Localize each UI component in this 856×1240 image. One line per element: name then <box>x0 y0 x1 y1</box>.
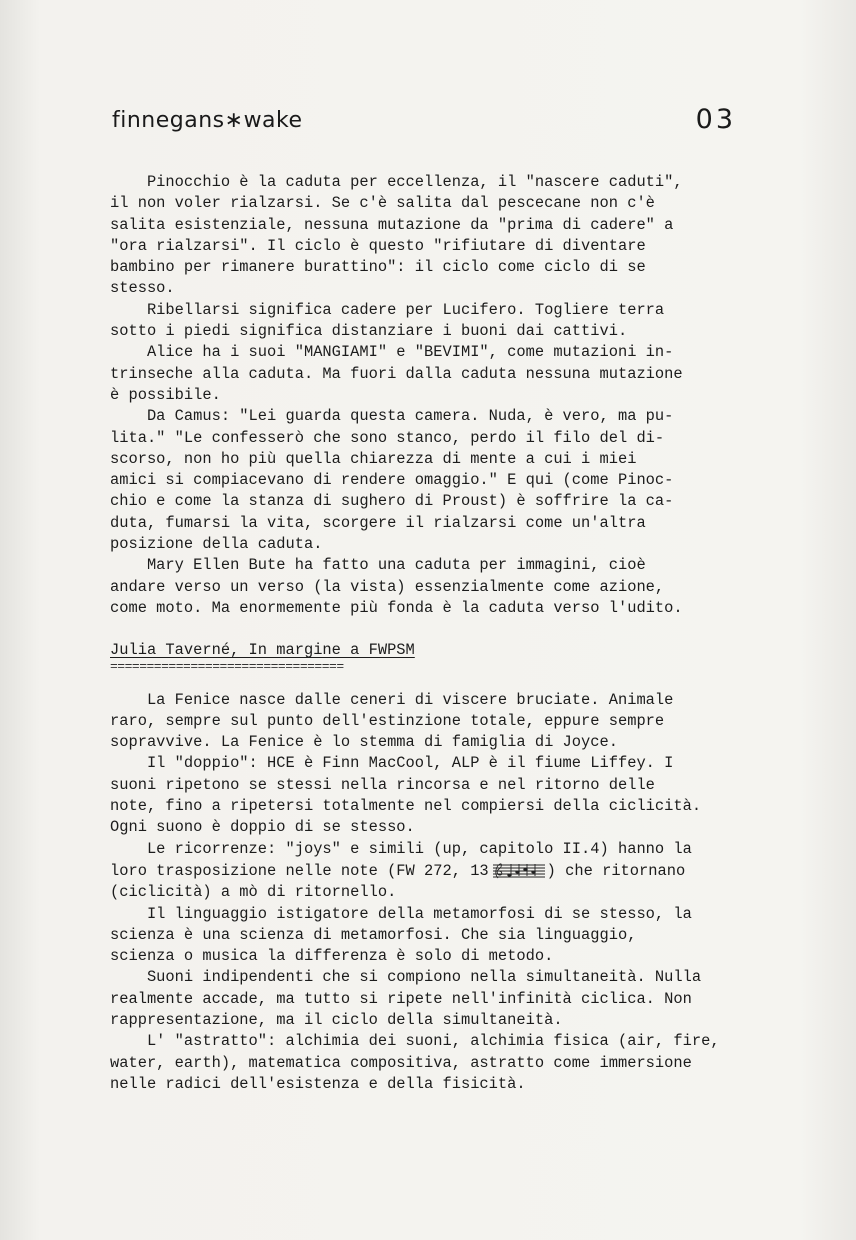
text-line: duta, fumarsi la vita, scorgere il rialzarsi come un'altra <box>110 513 646 532</box>
music-staff-icon <box>491 860 547 880</box>
page-title: finnegans∗wake <box>112 108 303 133</box>
text-line: sotto i piedi significa distanziare i buoni dai cattivi. <box>110 322 628 341</box>
text-line: "ora rialzarsi". Il ciclo è questo "rifiutare di diventare <box>110 236 646 255</box>
text-line: Il "doppio": HCE è Finn MacCool, ALP è il fiume Liffey. I <box>110 754 674 773</box>
text-line: water, earth), matematica compositiva, astratto come immersione <box>110 1053 692 1072</box>
text-line: come moto. Ma enormemente più fonda è la caduta verso l'udito. <box>110 598 683 617</box>
text-line: (ciclicità) a mò di ritornello. <box>110 883 397 902</box>
text-line: chio e come la stanza di sughero di Proust) è soffrire la ca- <box>110 492 674 511</box>
text-line: La Fenice nasce dalle ceneri di viscere bruciate. Animale <box>110 690 674 709</box>
text-line: posizione della caduta. <box>110 535 323 554</box>
text-line: realmente accade, ma tutto si ripete nell'infinità ciclica. Non <box>110 989 692 1008</box>
text-line: scorso, non ho più quella chiarezza di mente a cui i miei <box>110 449 637 468</box>
text-line: il non voler rialzarsi. Se c'è salita dal pescecane non c'è <box>110 194 655 213</box>
text-line: scienza è una scienza di metamorfosi. Che sia linguaggio, <box>110 925 637 944</box>
text-line: andare verso un verso (la vista) essenzialmente come azione, <box>110 577 665 596</box>
text-line: stesso. <box>110 279 175 298</box>
section-heading-block <box>110 640 810 674</box>
page-header <box>112 104 736 144</box>
section-pinocchio <box>110 172 810 619</box>
text-line: nelle radici dell'esistenza e della fisicità. <box>110 1074 526 1093</box>
text-line: Ribellarsi significa cadere per Lucifero. Togliere terra <box>110 300 665 319</box>
text-line: bambino per rimanere burattino": il ciclo come ciclo di se <box>110 258 646 277</box>
section-heading: Julia Taverné, In margine a FWPSM <box>110 641 415 660</box>
section-fenice-part-b <box>110 882 810 1095</box>
text-line: trinseche alla caduta. Ma fuori dalla caduta nessuna mutazione <box>110 364 683 383</box>
text-line: raro, sempre sul punto dell'estinzione totale, eppure sempre <box>110 711 665 730</box>
text-line: Da Camus: "Lei guarda questa camera. Nuda, è vero, ma pu- <box>110 407 674 426</box>
text-line-music-reference <box>110 860 810 882</box>
text-line: amici si compiacevano di rendere omaggio." E qui (come Pinoc- <box>110 471 674 490</box>
text-line: salita esistenziale, nessuna mutazione da "prima di cadere" a <box>110 215 674 234</box>
text-line: è possibile. <box>110 385 221 404</box>
text-line: Pinocchio è la caduta per eccellenza, il "nascere caduti", <box>110 173 683 191</box>
text-line: Il linguaggio istigatore della metamorfosi di se stesso, la <box>110 904 692 923</box>
text-line: suoni ripetono se stessi nella rincorsa e nel ritorno delle <box>110 775 655 794</box>
section-fenice-part-a <box>110 690 810 860</box>
text-line: sopravvive. La Fenice è lo stemma di famiglia di Joyce. <box>110 733 618 752</box>
text-line: rappresentazione, ma il ciclo della simultaneità. <box>110 1010 563 1029</box>
page-body <box>110 172 810 1095</box>
text-line: scienza o musica la differenza è solo di metodo. <box>110 947 554 966</box>
page-number: 03 <box>695 104 736 135</box>
music-line-before: loro trasposizione nelle note (FW 272, 13 <box>110 861 489 880</box>
music-line-after: ) che ritornano <box>546 861 686 880</box>
text-line: note, fino a ripetersi totalmente nel compiersi della ciclicità. <box>110 797 702 816</box>
text-line: Mary Ellen Bute ha fatto una caduta per immagini, cioè <box>110 556 646 575</box>
text-line: Le ricorrenze: "joys" e simili (up, capitolo II.4) hanno la <box>110 839 692 858</box>
double-underline-rule: ================================ <box>110 658 344 674</box>
text-line: L' "astratto": alchimia dei suoni, alchimia fisica (air, fire, <box>110 1032 720 1051</box>
text-line: Suoni indipendenti che si compiono nella simultaneità. Nulla <box>110 968 702 987</box>
text-line: Alice ha i suoi "MANGIAMI" e "BEVIMI", come mutazioni in- <box>110 343 674 362</box>
text-line: Ogni suono è doppio di se stesso. <box>110 818 415 837</box>
text-line: lita." "Le confesserò che sono stanco, perdo il filo del di- <box>110 428 665 447</box>
